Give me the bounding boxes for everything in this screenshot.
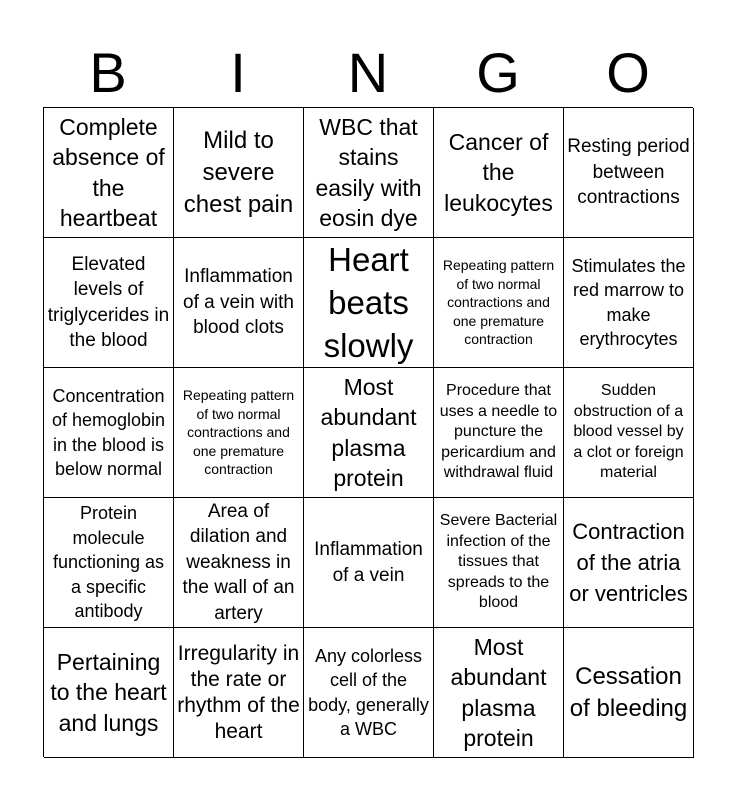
cell-text: Pertaining to the heart and lungs xyxy=(50,648,167,736)
header-letter-b: B xyxy=(89,41,127,104)
bingo-cell-r1c4[interactable] xyxy=(434,108,564,238)
header-letter-o: O xyxy=(606,41,650,104)
bingo-cell-r1c2[interactable] xyxy=(174,108,304,238)
cell-text: Inflammation of a vein with blood clots xyxy=(183,266,294,339)
bingo-cell-r4c4[interactable] xyxy=(434,498,564,628)
cell-text: Any colorless cell of the body, generally a WBC xyxy=(308,645,429,739)
bingo-cell-r1c5[interactable] xyxy=(564,108,694,238)
bingo-card-grid xyxy=(43,107,693,757)
cell-text: Elevated levels of triglycerides in the blood xyxy=(47,253,170,351)
bingo-cell-r2c5[interactable] xyxy=(564,238,694,368)
header-letter-i: I xyxy=(230,41,246,104)
bingo-cell-r4c3[interactable] xyxy=(304,498,434,628)
header-letter-n: N xyxy=(347,41,389,104)
cell-text: Inflammation of a vein xyxy=(314,539,423,586)
bingo-cell-r2c1[interactable] xyxy=(44,238,174,368)
cell-text: WBC that stains easily with eosin dye xyxy=(315,113,422,231)
cell-text: Repeating pattern of two normal contractions and one premature contraction xyxy=(442,257,555,348)
bingo-cell-r4c5[interactable] xyxy=(564,498,694,628)
bingo-cell-r5c4[interactable] xyxy=(434,628,564,758)
cell-text: Severe Bacterial infection of the tissues that spreads to the blood xyxy=(439,512,558,612)
cell-text: Mild to severe chest pain xyxy=(183,126,294,218)
cell-text: Cancer of the leukocytes xyxy=(444,128,553,216)
bingo-cell-r3c2[interactable] xyxy=(174,368,304,498)
bingo-cell-r3c1[interactable] xyxy=(44,368,174,498)
header-letter-g: G xyxy=(476,41,520,104)
cell-text: Concentration of hemoglobin in the blood is below normal xyxy=(51,385,166,479)
bingo-cell-r5c3[interactable] xyxy=(304,628,434,758)
cell-text: Heart beats slowly xyxy=(323,241,414,364)
bingo-cell-r5c5[interactable] xyxy=(564,628,694,758)
cell-text: Resting period between contractions xyxy=(567,136,690,209)
bingo-cell-r1c1[interactable] xyxy=(44,108,174,238)
bingo-cell-r3c5[interactable] xyxy=(564,368,694,498)
bingo-cell-r2c3[interactable] xyxy=(304,238,434,368)
bingo-cell-r5c2[interactable] xyxy=(174,628,304,758)
bingo-cell-r3c4[interactable] xyxy=(434,368,564,498)
bingo-cell-r5c1[interactable] xyxy=(44,628,174,758)
cell-text: Complete absence of the heartbeat xyxy=(52,113,165,231)
cell-text: Repeating pattern of two normal contractions and one premature contraction xyxy=(182,387,295,478)
cell-text: Stimulates the red marrow to make erythrocytes xyxy=(571,255,686,349)
bingo-cell-r2c4[interactable] xyxy=(434,238,564,368)
bingo-cell-r4c2[interactable] xyxy=(174,498,304,628)
bingo-header xyxy=(43,42,693,104)
bingo-cell-r1c3[interactable] xyxy=(304,108,434,238)
bingo-cell-r4c1[interactable] xyxy=(44,498,174,628)
cell-text: Procedure that uses a needle to puncture the pericardium and withdrawal fluid xyxy=(439,382,558,482)
bingo-cell-r3c3[interactable] xyxy=(304,368,434,498)
cell-text: Most abundant plasma protein xyxy=(320,373,417,491)
cell-text: Irregularity in the rate or rhythm of the heart xyxy=(177,641,300,743)
cell-text: Sudden obstruction of a blood vessel by a clot or foreign material xyxy=(573,382,684,482)
cell-text: Most abundant plasma protein xyxy=(450,633,547,751)
cell-text: Contraction of the atria or ventricles xyxy=(569,519,688,606)
cell-text: Area of dilation and weakness in the wall of an artery xyxy=(182,500,295,624)
bingo-cell-r2c2[interactable] xyxy=(174,238,304,368)
cell-text: Cessation of bleeding xyxy=(569,662,688,722)
cell-text: Protein molecule functioning as a specific antibody xyxy=(52,503,165,622)
